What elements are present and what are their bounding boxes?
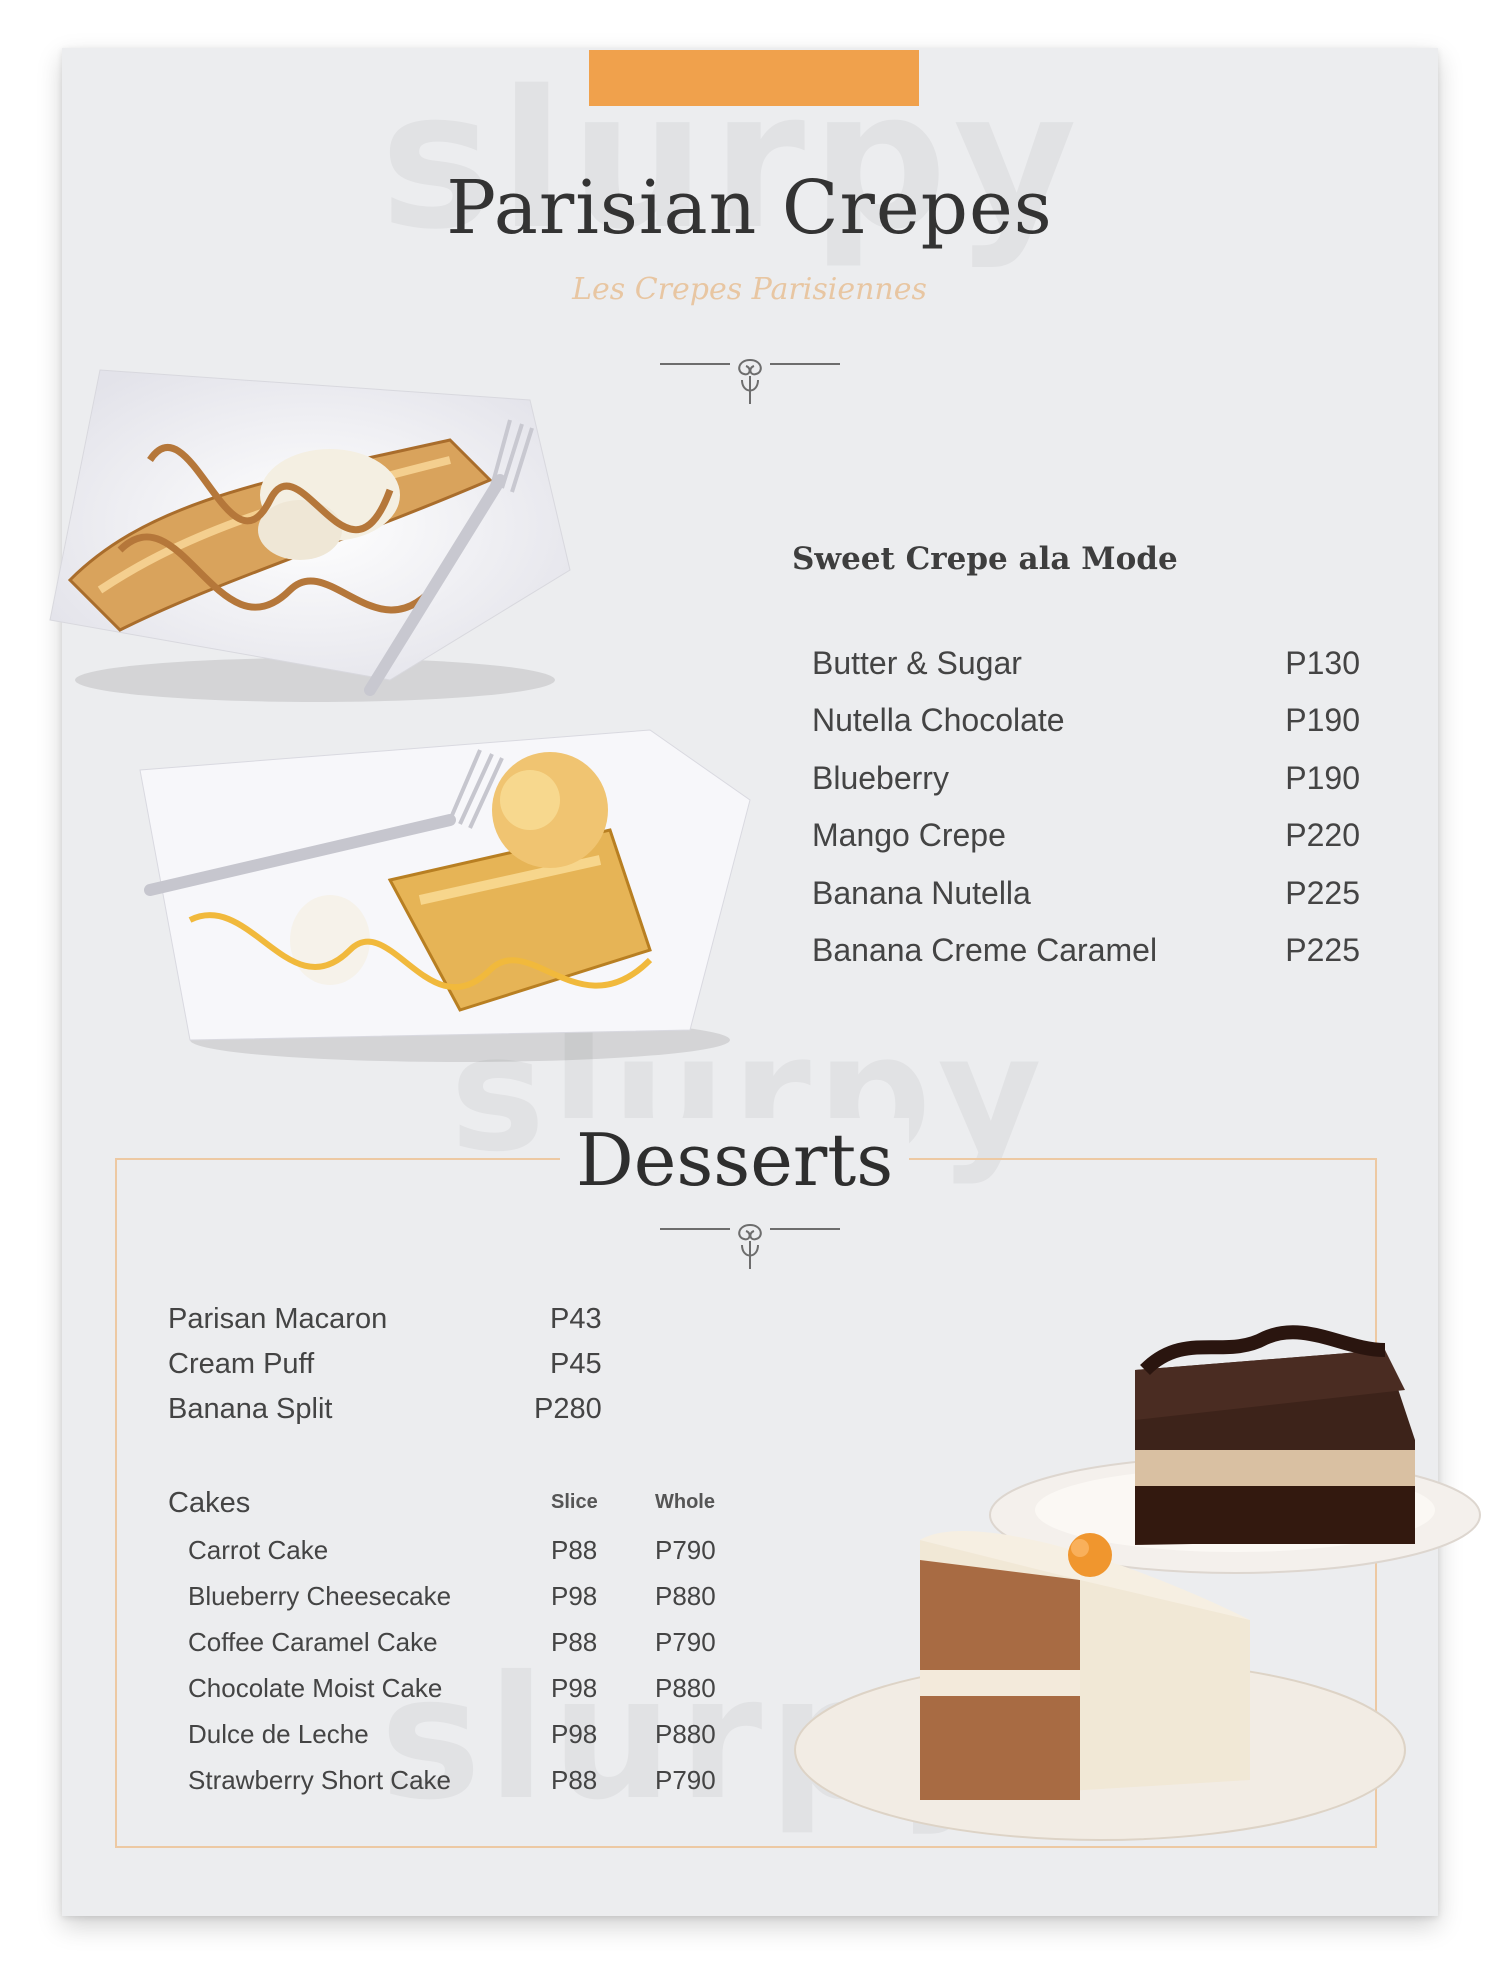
cake-whole-price: P790 [655, 1627, 716, 1657]
cake-slice-price: P88 [551, 1765, 598, 1795]
dessert-item-price: P45 [550, 1348, 602, 1380]
dessert-item [168, 1348, 608, 1388]
menu-item-name: Mango Crepe [812, 817, 1006, 853]
cake-name: Strawberry Short Cake [188, 1765, 451, 1795]
menu-item [812, 645, 1360, 697]
cake-name: Carrot Cake [188, 1535, 329, 1565]
dessert-item [168, 1393, 608, 1433]
flourish-divider-icon [650, 1215, 850, 1275]
cake-name: Chocolate Moist Cake [188, 1673, 443, 1703]
menu-item-price: P220 [1285, 817, 1360, 853]
carrot-cake-photo [770, 1500, 1410, 1860]
desserts-title: Desserts [560, 1118, 909, 1202]
cake-name: Dulce de Leche [188, 1719, 369, 1749]
menu-item-name: Nutella Chocolate [812, 702, 1065, 738]
crepes-subtitle: Les Crepes Parisiennes [572, 272, 927, 307]
menu-item-price: P225 [1285, 932, 1360, 968]
crepes-title: Parisian Crepes [446, 165, 1053, 251]
flourish-divider-icon [650, 350, 850, 410]
cake-slice-price: P98 [551, 1581, 598, 1611]
dessert-item-price: P280 [534, 1393, 602, 1425]
cake-slice-price: P98 [551, 1673, 598, 1703]
menu-item-name: Butter & Sugar [812, 645, 1022, 681]
crepe-plate-photo [30, 360, 590, 720]
cake-slice-price: P98 [551, 1719, 598, 1749]
crepe-plate-photo [130, 710, 770, 1070]
dessert-item-name: Banana Split [168, 1393, 333, 1425]
menu-item [812, 817, 1360, 869]
cake-slice-price: P88 [551, 1535, 598, 1565]
dessert-item [168, 1303, 608, 1343]
menu-item-name: Blueberry [812, 760, 949, 796]
whole-column-header: Whole [655, 1491, 715, 1513]
menu-item-name: Banana Creme Caramel [812, 932, 1158, 968]
cake-whole-price: P880 [655, 1581, 716, 1611]
dessert-item-name: Parisan Macaron [168, 1303, 388, 1335]
menu-item-price: P190 [1285, 702, 1360, 738]
dessert-item-price: P43 [550, 1303, 602, 1335]
cakes-heading: Cakes [168, 1487, 251, 1519]
menu-item [812, 760, 1360, 812]
cake-whole-price: P880 [655, 1719, 716, 1749]
menu-item [812, 875, 1360, 927]
section-heading-sweet-crepe: Sweet Crepe ala Mode [792, 541, 1178, 577]
cake-name: Coffee Caramel Cake [188, 1627, 438, 1657]
menu-item-price: P225 [1285, 875, 1360, 911]
cake-slice-price: P88 [551, 1627, 598, 1657]
cake-whole-price: P790 [655, 1765, 716, 1795]
slice-column-header: Slice [551, 1491, 598, 1513]
menu-item [812, 932, 1360, 984]
menu-item-name: Banana Nutella [812, 875, 1031, 911]
cake-whole-price: P880 [655, 1673, 716, 1703]
cake-whole-price: P790 [655, 1535, 716, 1565]
menu-item-price: P190 [1285, 760, 1360, 796]
dessert-item-name: Cream Puff [168, 1348, 315, 1380]
menu-item-price: P130 [1285, 645, 1360, 681]
cake-name: Blueberry Cheesecake [188, 1581, 452, 1611]
menu-item [812, 702, 1360, 754]
